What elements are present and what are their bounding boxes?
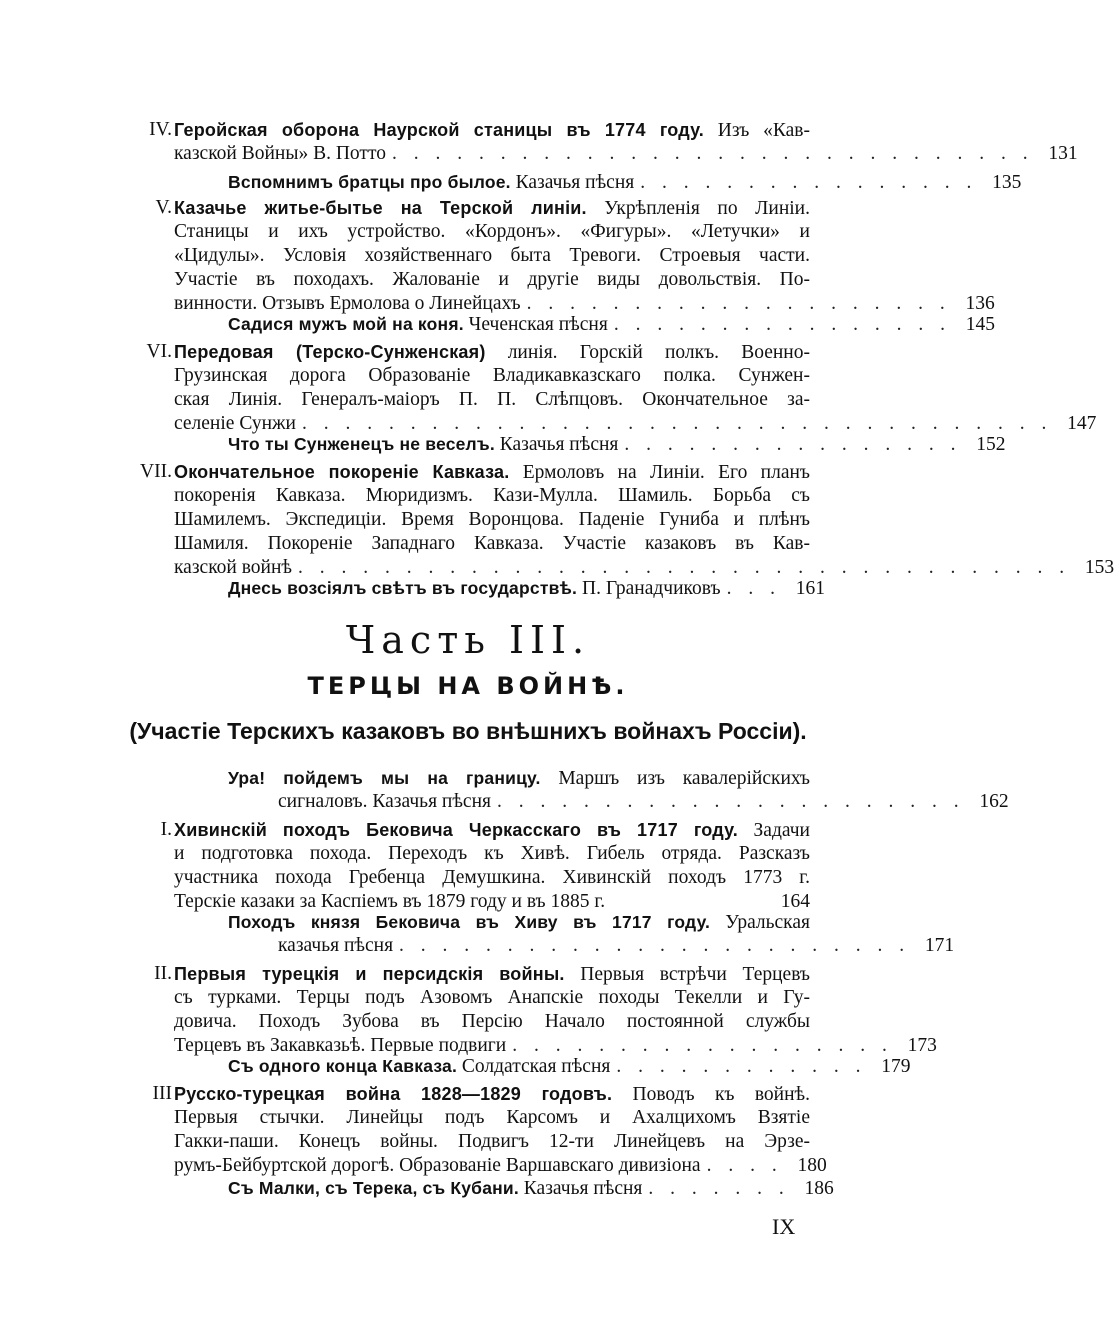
section-subheading: (Участіе Терскихъ казаковъ во внѣшнихъ войнахъ Россіи). (129, 718, 807, 744)
toc-song (228, 576, 825, 600)
toc-entry-part3-i (120, 818, 810, 914)
leader-dots: . . . . . . . . . . . . . . . . . . . . (526, 293, 951, 314)
leader-dots: . . . . . . . . . . . . . . . . . . . . . . . . . . . . . . . . . . . (301, 413, 1053, 434)
leader-dots: . . . . . . . . . . . . . . . . . . . . . . . . . . . . . . (391, 143, 1034, 164)
entry-number: IV. (149, 119, 172, 140)
page-number: 173 (907, 1035, 937, 1056)
song-title: Что ты Сунженецъ не веселъ. (228, 434, 495, 454)
page-number: 135 (992, 172, 1022, 193)
entry-text: Грузинская дорога Образованіе Владикавказскаго полка. Сунжен- (174, 365, 810, 386)
song-type: Маршъ изъ кавалерійскихъ (540, 768, 810, 789)
leader-dots: . . . . . . . . . . . . . . . . . . . . . . (497, 791, 965, 812)
entry-title: Казачье житье-бытье на Терской линіи. (174, 198, 587, 218)
song-type: казачья пѣсня (278, 935, 394, 956)
page-number: 152 (976, 434, 1006, 455)
toc-song (228, 170, 1022, 194)
entry-number: V. (155, 197, 172, 218)
leader-dots: . . . . . . . . . . . . . . . . . . (512, 1035, 893, 1056)
entry-text: румъ-Бейбуртской дорогѣ. Образованіе Варшавскаго дивизіона (174, 1155, 701, 1176)
entry-text: винности. Отзывъ Ермолова о Линейцахъ (174, 293, 521, 314)
entry-text: Шамиля. Покореніе Западнаго Кавказа. Участіе казаковъ въ Кав- (174, 533, 810, 554)
toc-song (228, 910, 955, 958)
entry-number: VI. (146, 341, 172, 362)
page-number: 131 (1048, 143, 1078, 164)
toc-song (228, 1054, 911, 1078)
page-number: 162 (979, 791, 1009, 812)
leader-dots: . . . . . . . . . . . . . . . . (624, 434, 962, 455)
entry-title: Геройская оборона Наурской станицы въ 1774 году. (174, 120, 704, 140)
entry-number: I. (160, 819, 172, 840)
entry-title: Хивинскій походъ Бековича Черкасскаго въ 1717 году. (174, 820, 738, 840)
entry-text: «Цидулы». Условія хозяйственнаго быта Тревоги. Строевыя части. (174, 245, 810, 266)
toc-entry-part3-ii (120, 962, 937, 1058)
entry-text: ская Линія. Генералъ-маіоръ П. П. Слѣпцовъ. Окончательное за- (174, 389, 810, 410)
entry-text: Станицы и ихъ устройство. «Кордонъ». «Фигуры». «Летучки» и (174, 221, 810, 242)
toc-song (228, 312, 995, 336)
leader-dots: . . . . (706, 1155, 783, 1176)
entry-number: VII. (140, 461, 172, 482)
song-type: сигналовъ. Казачья пѣсня (278, 791, 491, 812)
toc-entry-vi (120, 340, 1097, 436)
song-type: Казачья пѣсня (523, 1178, 643, 1199)
entry-title: Передовая (Терско-Сунженская) (174, 342, 486, 362)
entry-text: съ турками. Терцы подъ Азовомъ Анапскіе походы Текелли и Гу- (174, 987, 810, 1008)
toc-entry-part3-iii (120, 1082, 827, 1178)
entry-text: Шамилемъ. Экспедиціи. Время Воронцова. Паденіе Гуниба и плѣнъ (174, 509, 810, 530)
song-type: Солдатская пѣсня (461, 1056, 611, 1077)
entry-text: Изъ «Кав- (703, 120, 811, 141)
entry-text: селеніе Сунжи (174, 413, 296, 434)
toc-entry-vii (120, 460, 1114, 580)
entry-text: казской войнѣ (174, 557, 293, 578)
entry-text: Задачи (737, 820, 810, 841)
song-type: Чеченская пѣсня (468, 314, 608, 335)
page-number: 136 (965, 293, 995, 314)
entry-text: покоренія Кавказа. Мюридизмъ. Кази-Мулла. Шамиль. Борьба съ (174, 485, 810, 506)
entry-title: Окончательное покореніе Кавказа. (174, 462, 510, 482)
song-title: Съ одного конца Кавказа. (228, 1056, 458, 1076)
entry-text: Терскіе казаки за Каспіемъ въ 1879 году и въ 1885 г. (174, 891, 606, 912)
song-title: Походъ князя Бековича въ Хиву въ 1717 году. (228, 912, 711, 932)
entry-text: Ермоловъ на Линіи. Его планъ (509, 462, 810, 483)
toc-song (228, 1176, 834, 1200)
page-number: 147 (1067, 413, 1097, 434)
entry-text: Участіе въ походахъ. Жалованіе и другіе виды довольствія. По- (174, 269, 810, 290)
song-title: Ура! пойдемъ мы на границу. (228, 768, 541, 788)
leader-dots: . . . . . . . (648, 1178, 790, 1199)
song-title: Съ Малки, съ Терека, съ Кубани. (228, 1178, 519, 1198)
entry-text: Гакки-паши. Конецъ войны. Подвигъ 12-ти Линейцевъ на Эрзе- (174, 1131, 810, 1152)
page-number: 164 (780, 891, 810, 912)
entry-number: II. (154, 963, 172, 984)
folio-page-number: IX (772, 1214, 796, 1239)
page-number: 179 (881, 1056, 911, 1077)
entry-text: Терцевъ въ Закавказьѣ. Первые подвиги (174, 1035, 507, 1056)
song-title: Вспомнимъ братцы про былое. (228, 172, 511, 192)
entry-text: Первыя встрѣчи Терцевъ (564, 964, 811, 985)
leader-dots: . . . . . . . . . . . . . . . . . . . . . . . . (399, 935, 911, 956)
song-type: Уральская (710, 912, 810, 933)
song-type: Казачья пѣсня (499, 434, 619, 455)
toc-entry-v (120, 196, 995, 316)
page-number: 180 (797, 1155, 827, 1176)
leader-dots: . . . . . . . . . . . . . . . . (640, 172, 978, 193)
leader-dots: . . . . . . . . . . . . . . . . (613, 314, 951, 335)
page-number: 186 (804, 1178, 834, 1199)
entry-text: и подготовка похода. Переходъ къ Хивѣ. Гибель отряда. Разсказъ (174, 843, 810, 864)
leader-dots: . . . (726, 578, 781, 599)
entry-number: III (152, 1083, 172, 1104)
entry-text: линія. Горскій полкъ. Военно- (485, 342, 810, 363)
entry-text: Поводъ къ войнѣ. (612, 1084, 810, 1105)
song-type: П. Гранадчиковъ (581, 578, 721, 599)
entry-text: казской Войны» В. Потто (174, 143, 386, 164)
toc-song (228, 766, 1009, 814)
toc-song (228, 432, 1006, 456)
entry-text: Укрѣпленія по Линіи. (586, 198, 810, 219)
entry-title: Русско-турецкая война 1828—1829 годовъ. (174, 1084, 613, 1104)
page-number: 145 (965, 314, 995, 335)
song-title: Днесь возсіялъ свѣтъ въ государствѣ. (228, 578, 578, 598)
entry-text: участника похода Гребенца Демушкина. Хивинскій походъ 1773 г. (174, 867, 810, 888)
song-type: Казачья пѣсня (515, 172, 635, 193)
leader-dots: . . . . . . . . . . . . (616, 1056, 867, 1077)
page-number: 161 (795, 578, 825, 599)
page-number: 153 (1084, 557, 1114, 578)
page-number: 171 (924, 935, 955, 956)
part-heading: Часть III. (345, 618, 591, 662)
song-title: Садися мужъ мой на коня. (228, 314, 464, 334)
toc-entry-iv (120, 118, 1078, 166)
entry-title: Первыя турецкія и персидскія войны. (174, 964, 565, 984)
entry-text: Первыя стычки. Линейцы подъ Карсомъ и Ахалцихомъ Взятіе (174, 1107, 810, 1128)
leader-dots: . . . . . . . . . . . . . . . . . . . . . . . . . . . . . . . . . . . . (298, 557, 1071, 578)
section-heading: ТЕРЦЫ НА ВОЙНѢ. (307, 672, 629, 700)
entry-text: довича. Походъ Зубова въ Персію Начало постоянной службы (174, 1011, 810, 1032)
